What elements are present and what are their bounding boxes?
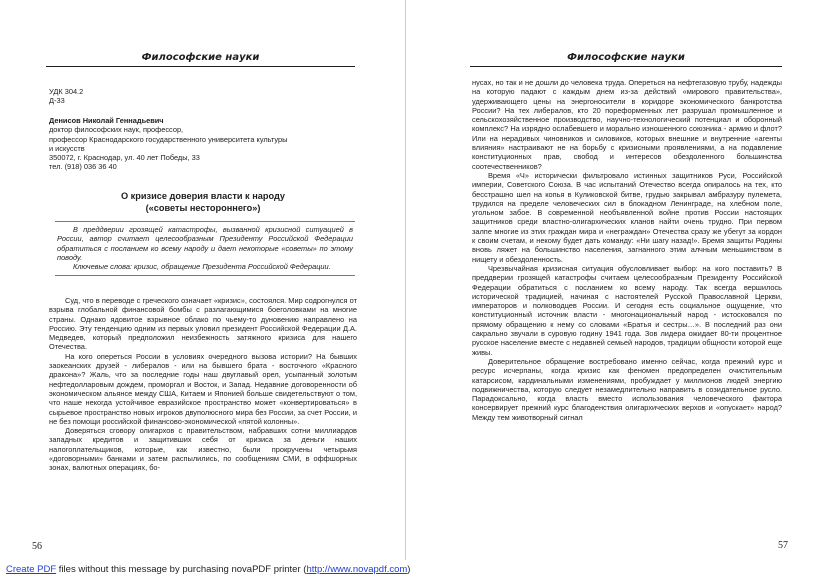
- paragraph: Доверительное обращение востребовано именно сейчас, когда прежний курс и ресурс исчерпаны, когда кризис как феномен предопределен очистительным катарсисом, кардинальными изменениями, пробуждает у миллионов людей энергию подвижничества, которую следует незамедлительно направить в созидательное русло. Парадоксально, когда власть вместо использования человеческого фактора консервирует прежний курс благоденствия олигархических верхов и «опускает» народ? Между тем животворный сигнал: [472, 356, 782, 422]
- author-address: 350072, г. Краснодар, ул. 40 лет Победы, 33: [49, 153, 200, 163]
- paragraph: Суд, что в переводе с греческого означает «кризис», состоялся. Мир содрогнулся от взрыва глобальной финансовой бомбы с разлагающимися боеголовками на многие страны. Однако ядовитое взрывное облако по чьему-то дуновению направлено на Россию. Эту тенденцию одним из первых уловил президент Российской Федерации Д.А. Медведев, который предположил неизбежность затяжного кризиса для нашего Отечества.: [49, 296, 357, 352]
- novapdf-url-link[interactable]: http://www.novapdf.com: [306, 564, 408, 575]
- article-title-line1: О кризисе доверия власти к народу: [120, 191, 286, 201]
- abstract-box: [55, 221, 355, 276]
- author-name: Денисов Николай Геннадьевич: [49, 116, 164, 125]
- left-page: [0, 0, 406, 560]
- right-page: [406, 0, 820, 560]
- paragraph: Доверяться сговору олигархов с правительством, набравших сотни миллиардов западных кредитов и защитивших себя от кризиса за деньги наших налогоплательщиков, которые, как известно, были прокручены четырьмя «договорными» банками и затем распылились, по сообщениям СМИ, в оффшорных зонах, валютных операциях, бо-: [49, 426, 357, 473]
- author-phone: тел. (918) 036 36 40: [49, 162, 117, 172]
- paragraph: Время «Ч» исторически фильтровало истинных защитников Руси, Российской империи, Советского Союза. В час испытаний Отечество всегда опиралось на тех, кто бесстрашно шел на копья в Куликовской битве, грудью закрывал амбразуру пулемета, трудился на пределе человеческих сил в блокадном Ленинграде, на хлебном поле, угольном забое. В современной необъявленной войне против России настоящих защитников среди властно-олигархических кланов найти очень трудно. При первом залпе многие из этих граждан мира и «неграждан» Отечества сразу же убегут за кордон к своим счетам, и некому будет дать команду: «Ни шагу назад!». Бремя защиты Родины вновь ляжет на большинство населения, загнанного этим алчным меньшинством в нищету и обездоленность.: [472, 170, 782, 264]
- author-position: профессор Краснодарского государственного университета культуры: [49, 134, 288, 144]
- paragraph: Чрезвычайная кризисная ситуация обусловливает выбор: на кого поставить? В преддверии грозящей катастрофы считаем целесообразным Президенту Российской Федерации обратиться с посланием ко всему народу. Так всегда вершилось исторической традицией, начиная с настоятелей Русской Православной Церкви, императоров и полководцев России. И сегодня есть социальное ощущение, что конституционный источник власти - многонациональный народ - истосковался по прямому обращению к нему со словами «Братья и сестры…». В последний раз они сакрально звучали в суровую годину 1941 года. Зов лидера ожидает 80-ти процентное русское население вместе с недавней семьей народов, традиции общности которой еще живы.: [472, 263, 782, 357]
- udc-code: УДК 304.2: [49, 87, 84, 96]
- page-number: 56: [32, 541, 42, 552]
- paragraph: На кого опереться России в условиях очередного вызова истории? На бывших заокеанских друзей - либералов - или на бывшего брата - восточного «Красного дракона»? Жаль, что за последние годы наш двуглавый орел, усыпанный золотым нефтедолларовым дождем, проморгал и Восток, и Запад. Недавние договоренности об экономическом альянсе между США, Китаем и Японией больше свидетельствуют о том, что наше некогда устойчивое евразийское пространство может «конвертироваться» в сырьевое пространство новых игроков двуполюсного мира без России, за счет России, и не без помощи российской финансово-экономической «пятой колонны».: [49, 351, 357, 426]
- footer-text: files without this message by purchasing novaPDF printer (: [56, 564, 307, 575]
- abstract-text: В преддверии грозящей катастрофы, вызванной кризисной ситуацией в России, автор считает целесообразным Президенту Российской Федерации обратиться с посланием ко всему народу и дает некоторые «советы» по этому поводу.: [57, 225, 353, 262]
- author-position-cont: и искусств: [49, 143, 85, 153]
- author-block: [49, 116, 357, 172]
- paragraph: нусах, но так и не дошли до человека труда. Опереться на нефтегазовую трубу, надежды на которую падают с каждым днем из-за действий «мирового правительства», удерживающего цены на энергоносители в коридоре экономического банкротства России? На тех либералов, кто 20 пореформенных лет разрушал промышленное и сельскохозяйственное производство, научно-технологический потенциал и оборонный комплекс? На изрядно ослабевшего и морально изношенного союзника - армию и флот? Или на нерадивых чиновников и силовиков, которых внешние и внутренние «агенты влияния» настраивают не на борьбу с кризисными проявлениями, а на подавление конституционных прав, свобод и интересов обездоленного большинства соотечественников?: [472, 78, 782, 171]
- page-number: 57: [778, 540, 788, 551]
- running-header: Философские науки: [46, 51, 355, 67]
- create-pdf-link[interactable]: Create PDF: [6, 564, 57, 575]
- article-title-line2: («советы нестороннего»): [145, 203, 261, 213]
- running-header: Философские науки: [470, 51, 782, 67]
- pdf-watermark-footer: [0, 564, 820, 578]
- footer-text-end: ): [407, 564, 411, 575]
- udc-block: [49, 87, 357, 106]
- author-degree: доктор философских наук, профессор,: [49, 125, 184, 135]
- bbk-code: Д-33: [49, 96, 65, 106]
- left-body-text: [49, 296, 357, 473]
- article-title: [49, 190, 357, 214]
- right-body-text: [472, 78, 782, 422]
- keywords-text: Ключевые слова: кризис, обращение Президента Российской Федерации.: [73, 262, 331, 272]
